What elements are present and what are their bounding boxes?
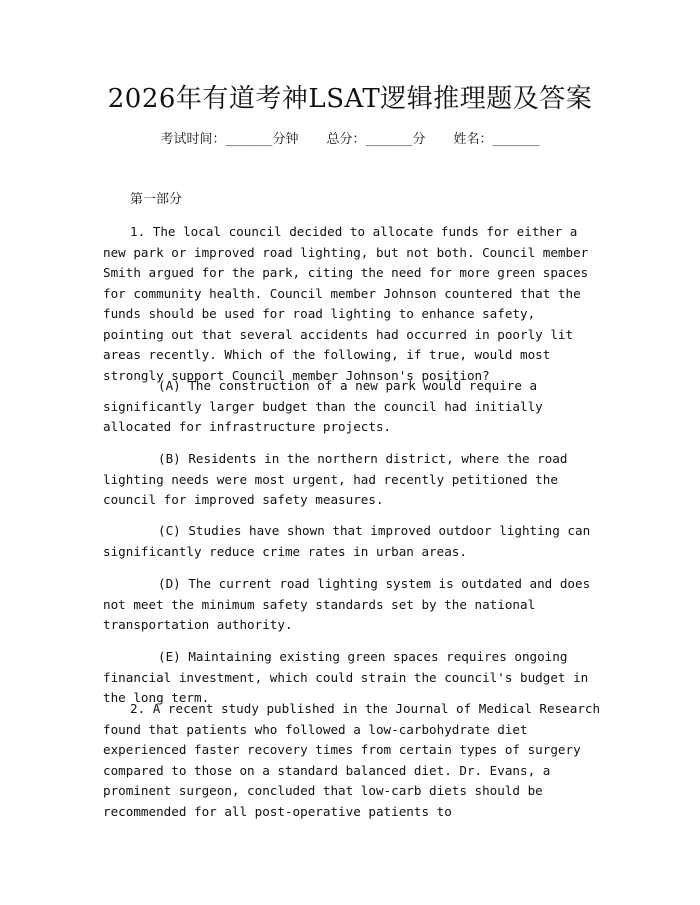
exam-time-field: 考试时间：______分钟: [160, 132, 299, 147]
question-1-stem: 1. The local council decided to allocate funds for either a new park or improved road lighting, but not both. Council member Smith argued for the park, citing the need for more green spaces for community health. Council member Johnson countered that the funds should be used for road lighting to enhance safety, pointing out that several accidents had occurred in poorly lit areas recently. Which of the following, if true, would most strongly support Council member Johnson's position?: [103, 224, 589, 383]
question-1-option-a: (A) The construction of a new park would require a significantly larger budget than the council had initially allocated for infrastructure projects.: [103, 378, 543, 434]
question-1-option-b: (B) Residents in the northern district, where the road lighting needs were most urgent, had recently petitioned the council for improved safety measures.: [103, 451, 568, 507]
question-1-option-c: (C) Studies have shown that improved outdoor lighting can significantly reduce crime rates in urban areas.: [103, 523, 591, 559]
name-field: 姓名：______: [453, 132, 540, 147]
question-1-option-d: (D) The current road lighting system is outdated and does not meet the minimum safety standards set by the national transportation authority.: [103, 576, 591, 632]
question-1-option-e: (E) Maintaining existing green spaces requires ongoing financial investment, which could strain the council's budget in the long term.: [103, 649, 589, 705]
document-title: 2026年有道考神LSAT逻辑推理题及答案: [107, 84, 593, 114]
total-score-field: 总分：______分: [326, 132, 426, 147]
exam-info-line: [0, 130, 700, 150]
section-title: 第一部分: [130, 192, 183, 207]
question-2-stem: 2. A recent study published in the Journal of Medical Research found that patients who followed a low-carbohydrate diet experienced faster recovery times from certain types of surgery compared to those on a standard balanced diet. Dr. Evans, a prominent surgeon, concluded that low-carb diets should be recommended for all post-operative patients to: [103, 701, 601, 819]
